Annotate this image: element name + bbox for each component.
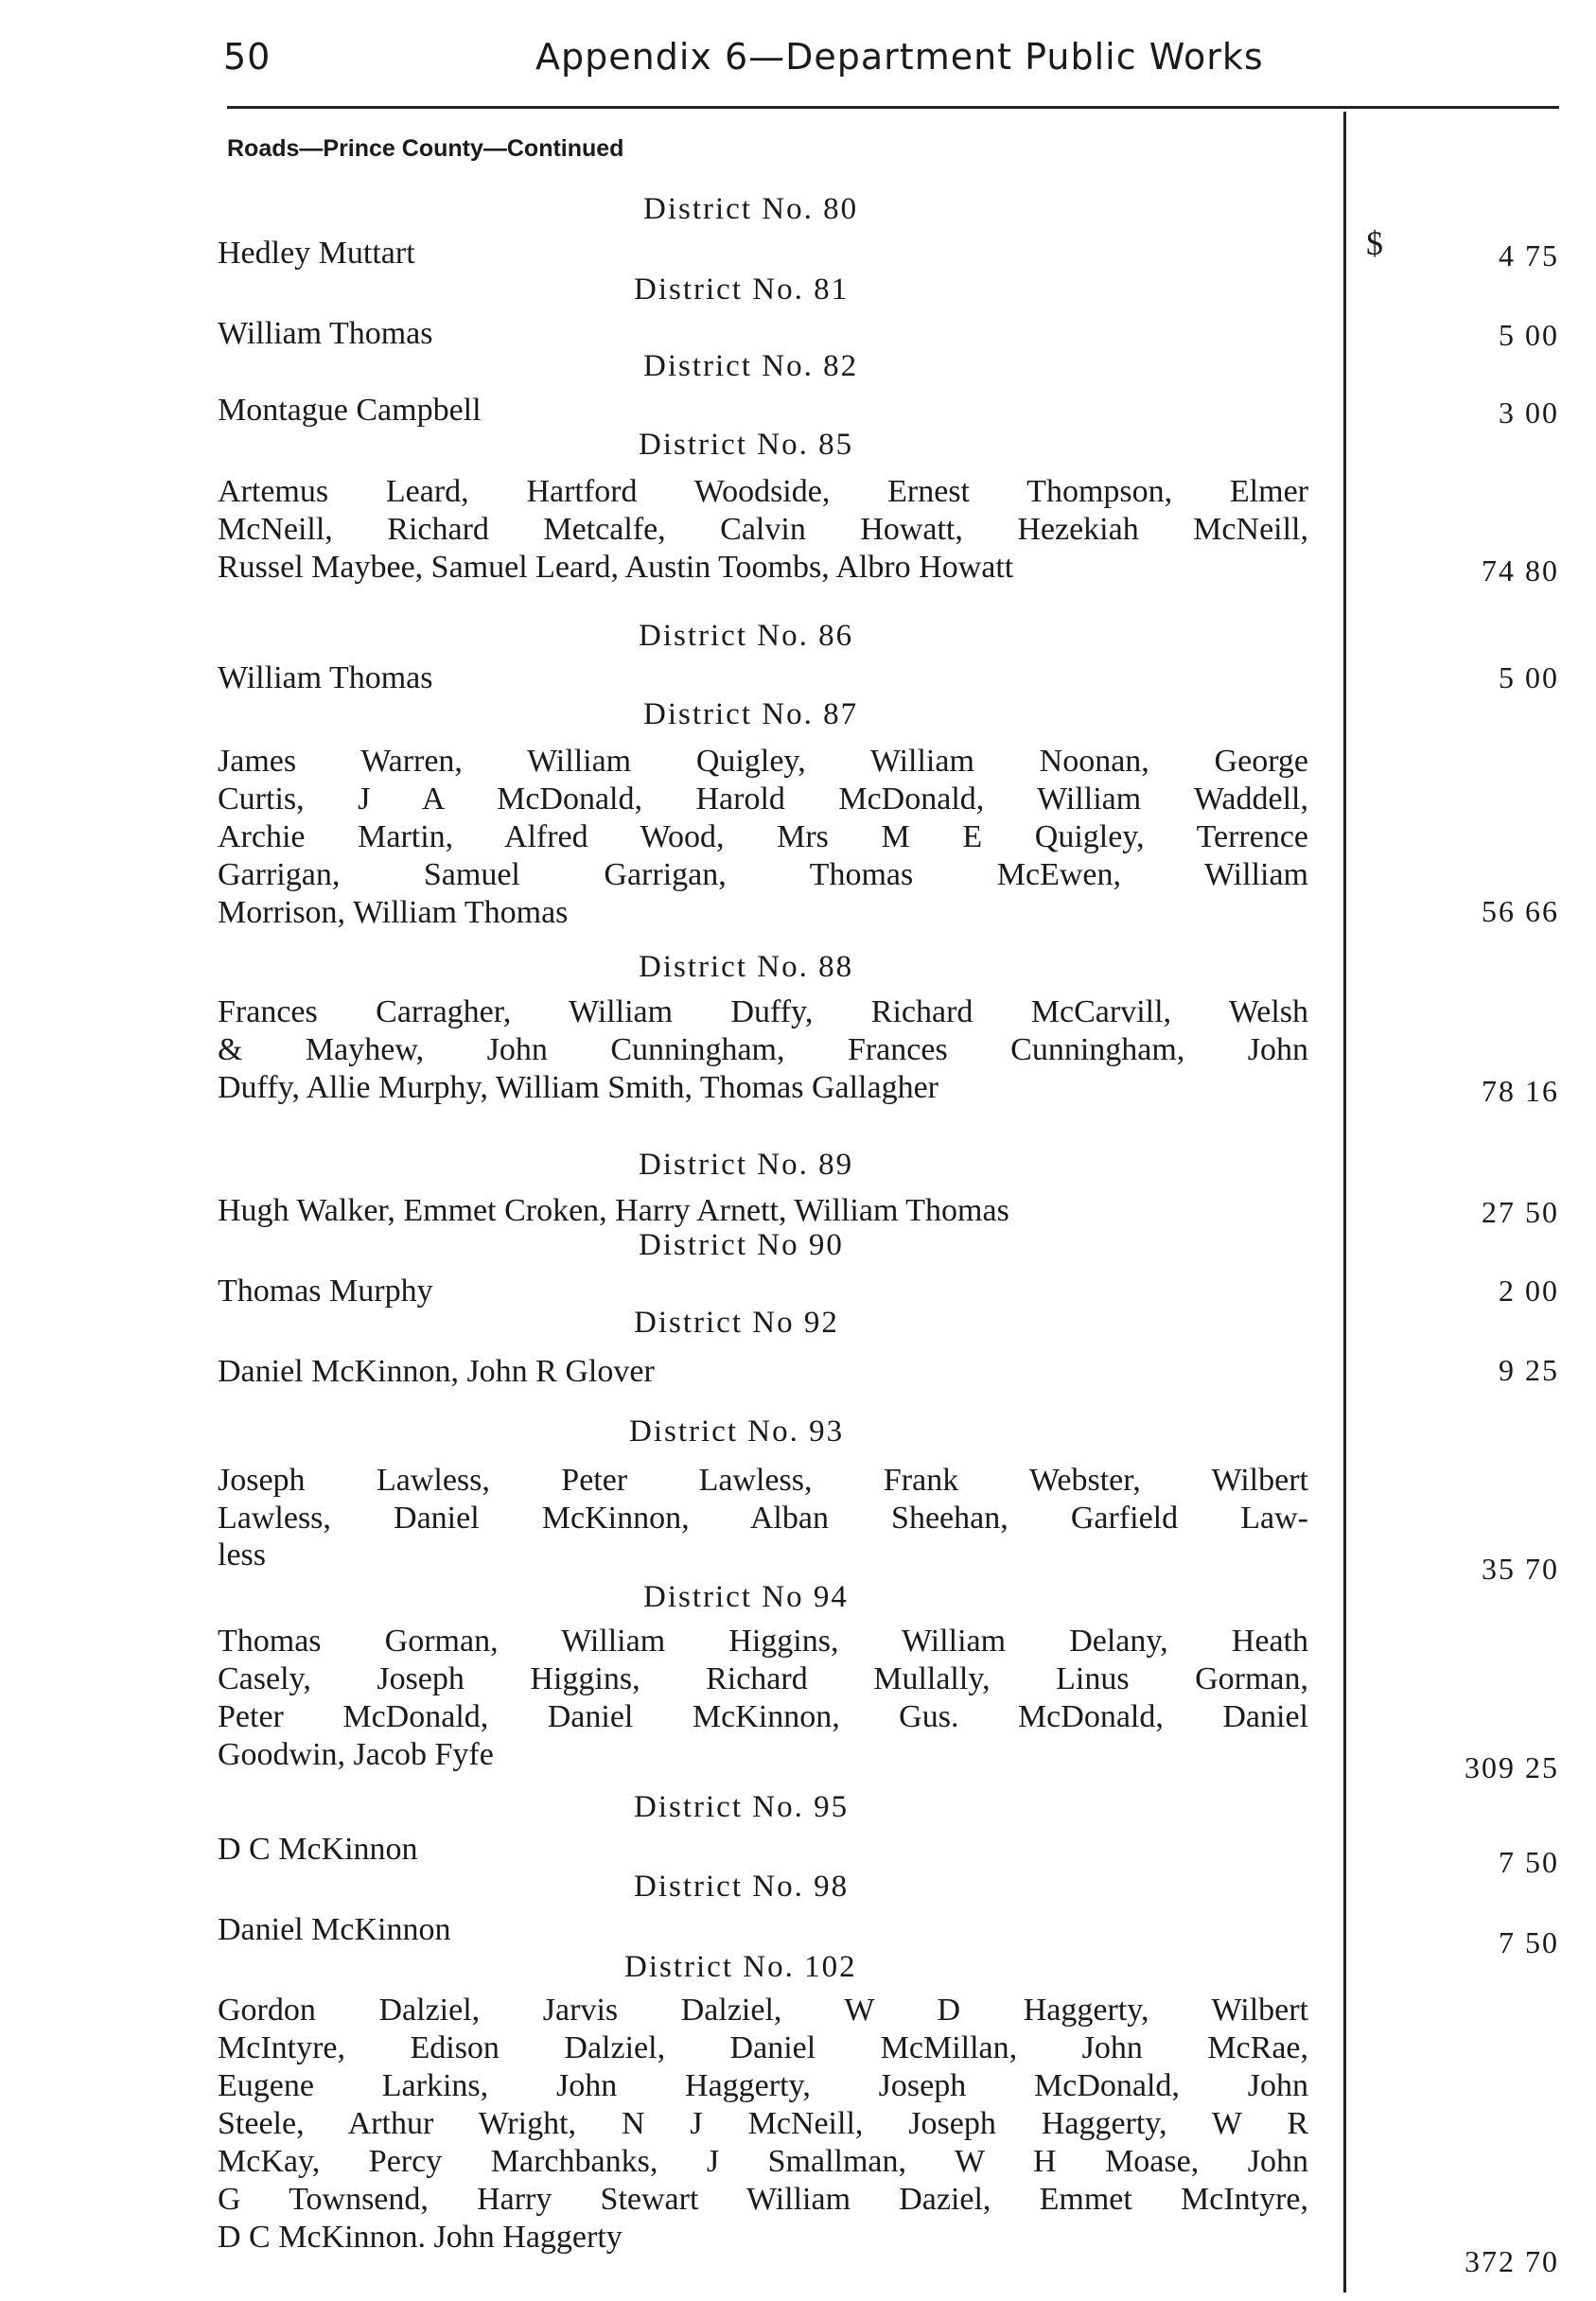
district-amount: 56 66	[1482, 894, 1559, 928]
district-heading: District No. 89	[639, 1148, 854, 1182]
amount-column-rule	[1343, 112, 1346, 2292]
district-heading: District No. 98	[634, 1870, 850, 1904]
contractor-names-line: Montague Campbell	[218, 393, 482, 428]
district-amount: 7 50	[1499, 1925, 1559, 1959]
contractor-names-line: Goodwin, Jacob Fyfe	[218, 1737, 494, 1772]
district-amount: 5 00	[1499, 318, 1559, 352]
district-amount: 2 00	[1499, 1273, 1559, 1308]
contractor-names-line: Frances Carragher, William Duffy, Richard McCarvill, Welsh	[218, 994, 1308, 1029]
contractor-names-line: Joseph Lawless, Peter Lawless, Frank Webster, Wilbert	[218, 1463, 1308, 1498]
contractor-names-line: less	[218, 1537, 266, 1572]
contractor-names-line: Eugene Larkins, John Haggerty, Joseph McDonald, John	[218, 2068, 1308, 2103]
section-heading: Roads—Prince County—Continued	[227, 135, 624, 162]
contractor-names-line: G Townsend, Harry Stewart William Daziel, Emmet McIntyre,	[218, 2182, 1308, 2217]
header-rule	[227, 106, 1559, 109]
contractor-names-line: Morrison, William Thomas	[218, 895, 569, 930]
district-heading: District No. 80	[643, 192, 859, 226]
contractor-names-line: McKay, Percy Marchbanks, J Smallman, W H Moase, John	[218, 2144, 1308, 2179]
district-heading: District No. 95	[634, 1790, 850, 1824]
district-amount: 27 50	[1482, 1195, 1559, 1229]
contractor-names-line: Steele, Arthur Wright, N J McNeill, Joseph Haggerty, W R	[218, 2106, 1308, 2141]
district-heading: District No 92	[634, 1306, 839, 1340]
contractor-names-line: Duffy, Allie Murphy, William Smith, Thomas Gallagher	[218, 1070, 938, 1105]
contractor-names-line: McNeill, Richard Metcalfe, Calvin Howatt, Hezekiah McNeill,	[218, 512, 1308, 547]
district-amount: 5 00	[1499, 660, 1559, 694]
contractor-names-line: Casely, Joseph Higgins, Richard Mullally, Linus Gorman,	[218, 1661, 1308, 1696]
contractor-names-line: James Warren, William Quigley, William Noonan, George	[218, 744, 1308, 779]
contractor-names-line: William Thomas	[218, 660, 433, 695]
contractor-names-line: Daniel McKinnon	[218, 1912, 451, 1947]
contractor-names-line: Peter McDonald, Daniel McKinnon, Gus. McDonald, Daniel	[218, 1699, 1308, 1734]
district-heading: District No 94	[643, 1580, 849, 1614]
district-heading: District No. 102	[624, 1950, 857, 1984]
page-header	[223, 36, 1264, 83]
page-number: 50	[223, 36, 272, 78]
district-amount: 372 70	[1464, 2244, 1559, 2278]
contractor-names-line: Hedley Muttart	[218, 236, 415, 271]
contractor-names-line: Artemus Leard, Hartford Woodside, Ernest Thompson, Elmer	[218, 474, 1308, 509]
contractor-names-line: Lawless, Daniel McKinnon, Alban Sheehan, Garfield Law-	[218, 1501, 1308, 1536]
contractor-names-line: McIntyre, Edison Dalziel, Daniel McMillan, John McRae,	[218, 2030, 1308, 2065]
district-amount: 309 25	[1464, 1750, 1559, 1784]
district-heading: District No. 86	[639, 619, 854, 653]
contractor-names-line: Curtis, J A McDonald, Harold McDonald, William Waddell,	[218, 782, 1308, 817]
district-heading: District No. 85	[639, 428, 854, 462]
page-title: Appendix 6—Department Public Works	[535, 36, 1264, 78]
district-amount: 7 50	[1499, 1845, 1559, 1879]
contractor-names-line: D C McKinnon. John Haggerty	[218, 2220, 623, 2255]
contractor-names-line: William Thomas	[218, 316, 433, 351]
contractor-names-line: Thomas Gorman, William Higgins, William Delany, Heath	[218, 1624, 1308, 1659]
district-amount: 78 16	[1482, 1074, 1559, 1108]
district-heading: District No. 93	[629, 1414, 845, 1449]
currency-symbol: $	[1366, 224, 1383, 262]
contractor-names-line: & Mayhew, John Cunningham, Frances Cunningham, John	[218, 1032, 1308, 1067]
contractor-names-line: Gordon Dalziel, Jarvis Dalziel, W D Haggerty, Wilbert	[218, 1993, 1308, 2028]
district-heading: District No 90	[639, 1228, 844, 1262]
district-amount: 9 25	[1499, 1353, 1559, 1387]
district-amount: 35 70	[1482, 1552, 1559, 1586]
contractor-names-line: Thomas Murphy	[218, 1273, 433, 1309]
district-amount: 74 80	[1482, 553, 1559, 588]
contractor-names-line: D C McKinnon	[218, 1832, 418, 1867]
district-amount: 3 00	[1499, 395, 1559, 430]
contractor-names-line: Garrigan, Samuel Garrigan, Thomas McEwen, William	[218, 857, 1308, 892]
contractor-names-line: Hugh Walker, Emmet Croken, Harry Arnett, William Thomas	[218, 1193, 1009, 1228]
district-amount: 4 75	[1499, 238, 1559, 272]
contractor-names-line: Russel Maybee, Samuel Leard, Austin Toombs, Albro Howatt	[218, 550, 1014, 585]
district-heading: District No. 88	[639, 950, 854, 984]
district-heading: District No. 82	[643, 349, 859, 383]
contractor-names-line: Daniel McKinnon, John R Glover	[218, 1354, 655, 1389]
district-heading: District No. 87	[643, 697, 859, 731]
contractor-names-line: Archie Martin, Alfred Wood, Mrs M E Quigley, Terrence	[218, 819, 1308, 854]
district-heading: District No. 81	[634, 272, 850, 307]
